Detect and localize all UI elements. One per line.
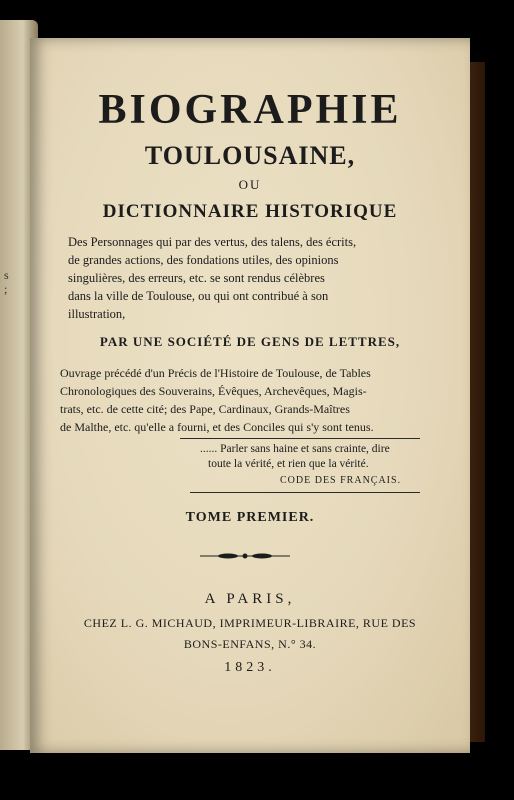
- work-line: Ouvrage précédé d'un Précis de l'Histoire de Toulouse, de Tables: [60, 366, 371, 380]
- upper-rule: [180, 438, 420, 439]
- epigraph-line: ...... Parler sans haine et sans crainte, dire: [200, 443, 390, 455]
- imprint-address: BONS-ENFANS, N.° 34.: [183, 637, 317, 651]
- work-description: [60, 364, 440, 436]
- description-line: Des Personnages qui par des vertus, des talens, des écrits,: [68, 235, 357, 249]
- dictionary-title: DICTIONNAIRE HISTORIQUE: [102, 201, 398, 222]
- description-line: de grandes actions, des fondations utiles, des opinions: [68, 253, 339, 267]
- work-line: trats, etc. de cette cité; des Pape, Cardinaux, Grands-Maîtres: [60, 402, 350, 416]
- title-page: [30, 38, 470, 753]
- description-line: illustration,: [68, 307, 126, 321]
- description: [68, 233, 428, 323]
- epigraph: [200, 442, 390, 472]
- ornament-icon: [200, 551, 290, 561]
- imprint-city: A PARIS,: [204, 591, 296, 607]
- work-line: de Malthe, etc. qu'elle a fourni, et des Conciles qui s'y sont tenus.: [60, 420, 374, 434]
- main-title: BIOGRAPHIE: [98, 87, 402, 133]
- volume-label: TOME PREMIER.: [185, 510, 315, 525]
- sub-title: TOULOUSAINE,: [144, 141, 356, 170]
- description-line: singulières, des erreurs, etc. se sont rendus célèbres: [68, 271, 325, 285]
- epigraph-source: CODE DES FRANÇAIS.: [280, 475, 402, 486]
- title-conjunction: OU: [238, 177, 262, 192]
- epigraph-line: toute la vérité, et rien que la vérité.: [208, 458, 369, 470]
- left-page-mark: ;: [4, 282, 8, 296]
- left-page-mark: s: [4, 268, 9, 282]
- lower-rule: [190, 492, 420, 493]
- work-line: Chronologiques des Souverains, Évêques, Archevêques, Magis-: [60, 384, 367, 398]
- authors-line: PAR UNE SOCIÉTÉ DE GENS DE LETTRES,: [99, 334, 401, 349]
- description-line: dans la ville de Toulouse, ou qui ont contribué à son: [68, 289, 329, 303]
- imprint-publisher: CHEZ L. G. MICHAUD, IMPRIMEUR-LIBRAIRE, RUE DES: [83, 616, 417, 630]
- imprint-year: 1823.: [224, 660, 276, 675]
